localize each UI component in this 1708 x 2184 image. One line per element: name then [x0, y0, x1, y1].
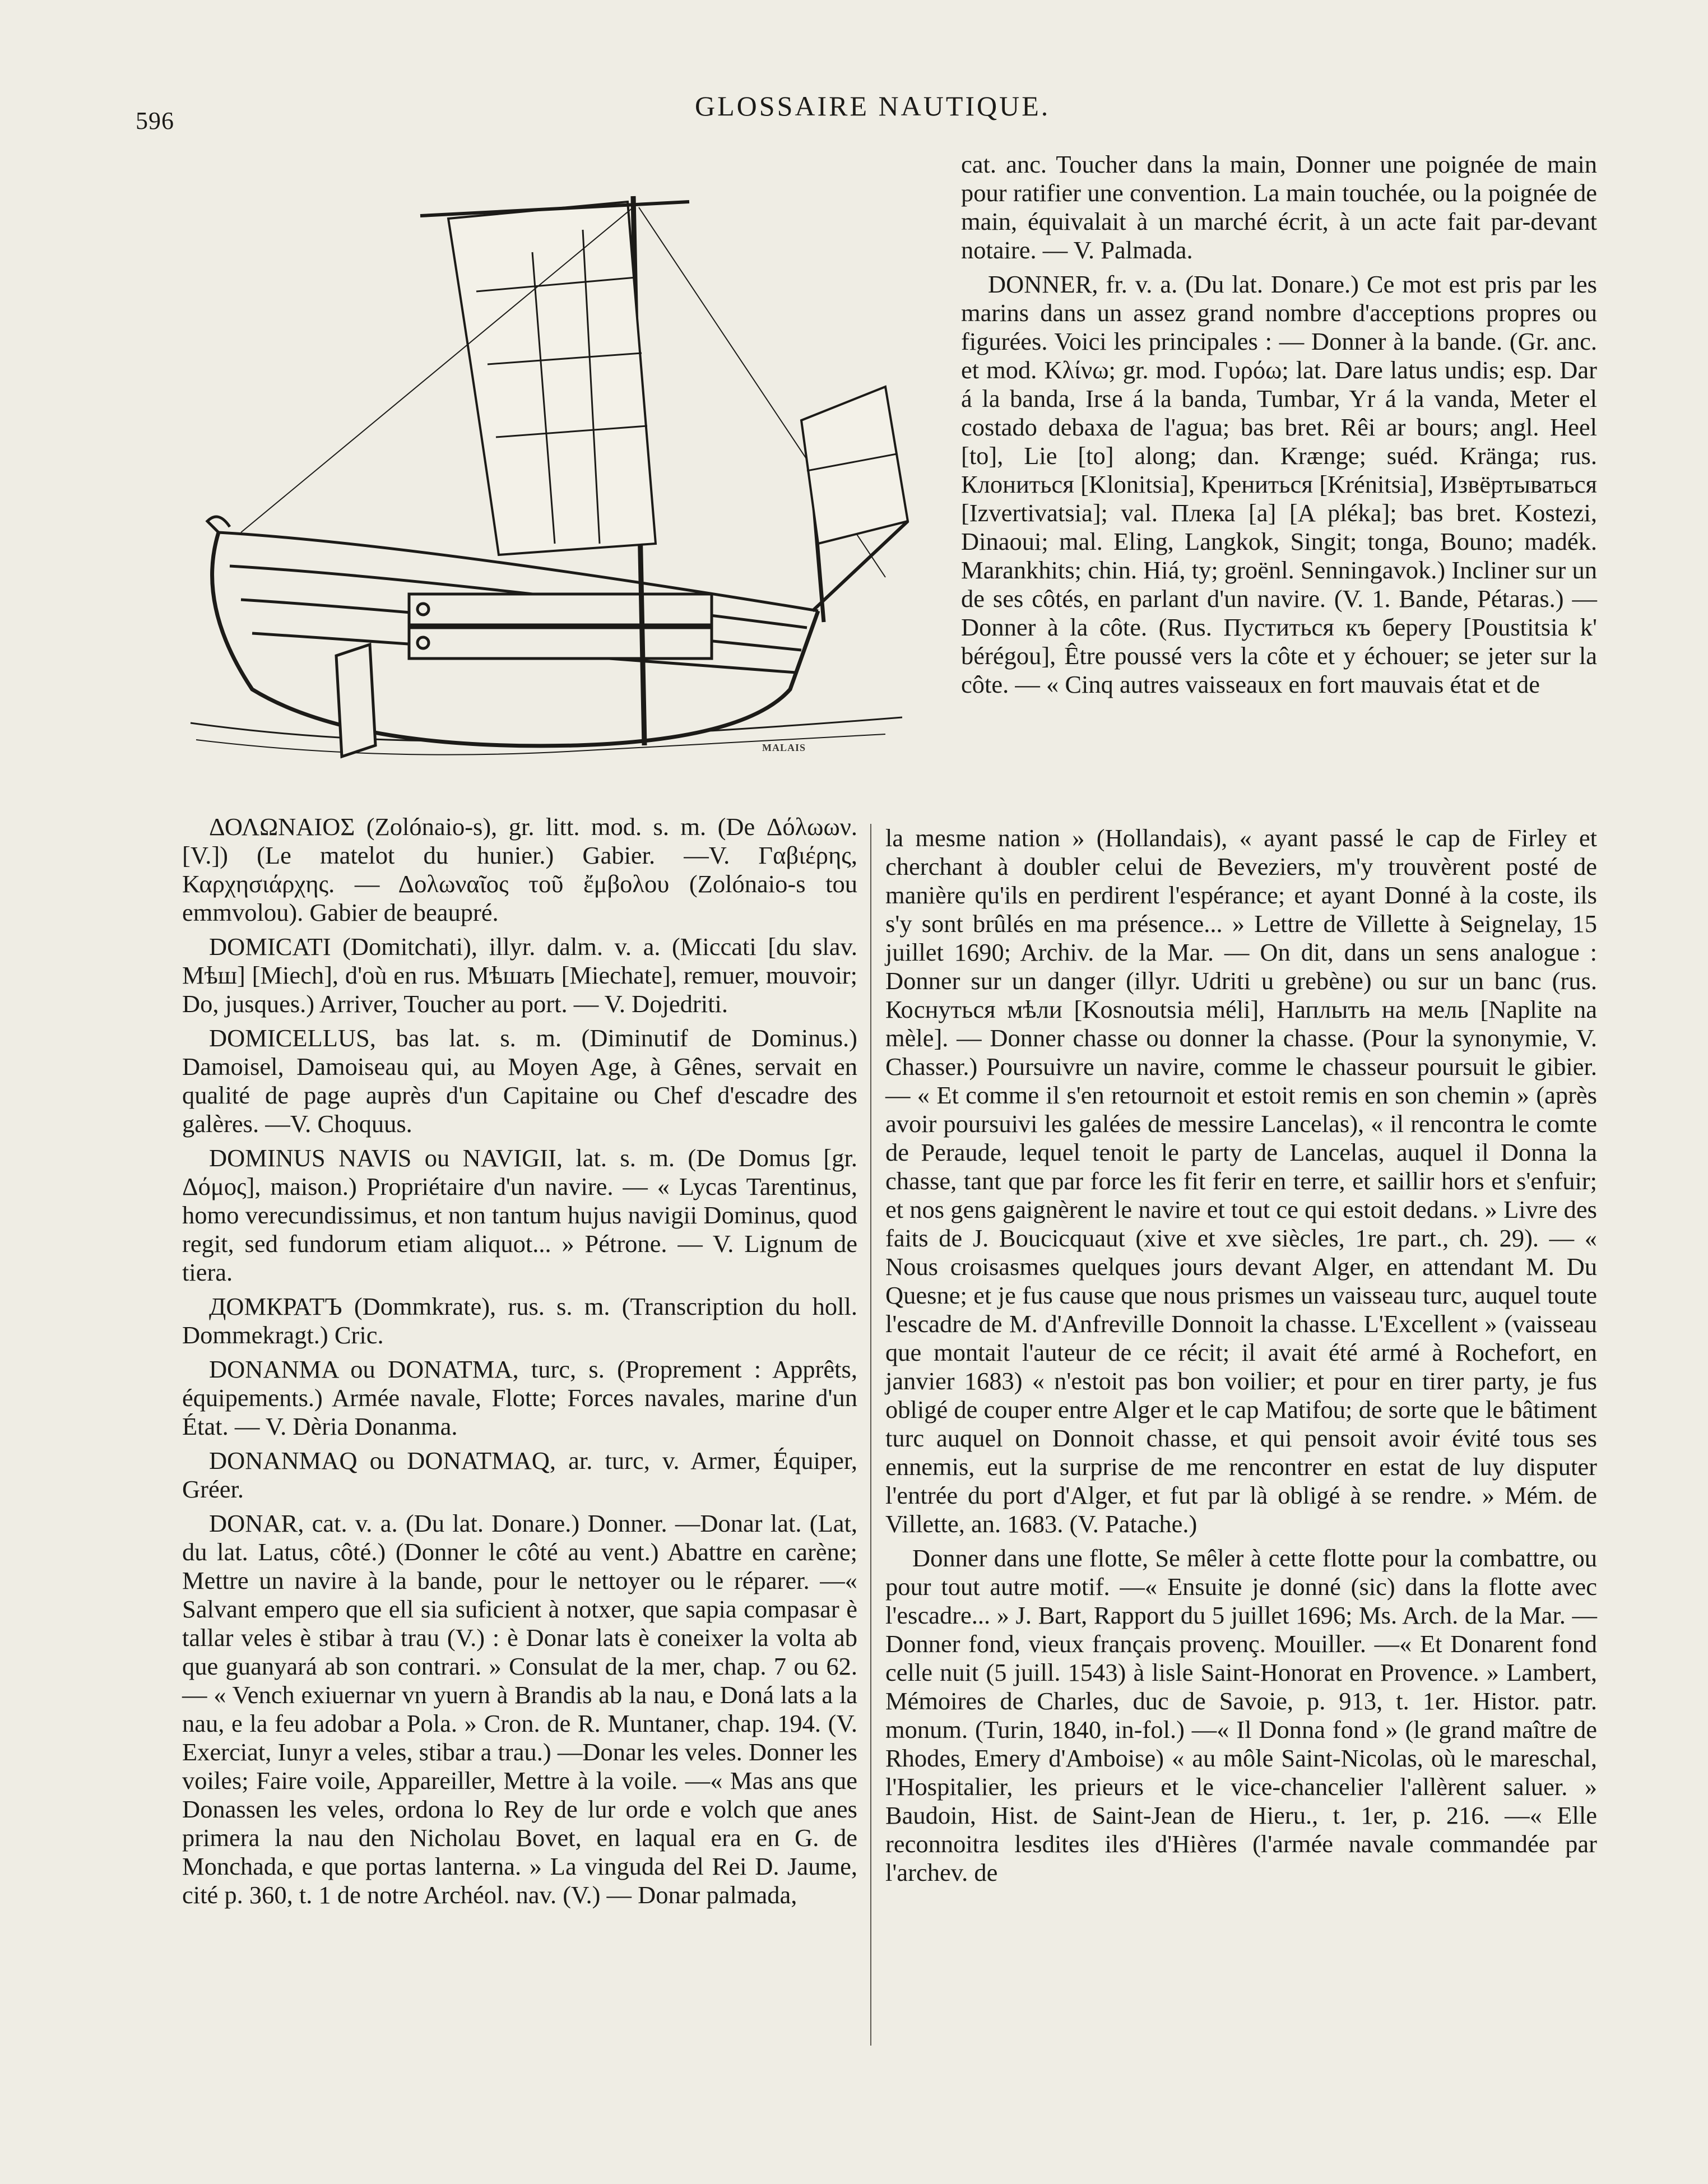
text-block: la mesme nation » (Hollandais), « ayant passé le cap de Firley et cherchant à doubler celui de Beveziers, m'y trouvèrent posté de manière qu'ils en perdirent l'espérance; et ayant Donné à la coste, ils s'y sont brûlés en ma présence... » Lettre de Villette à Seignelay, 15 juillet 1690; Archiv. de la Mar. — On dit, dans un sens analogue : Donner sur un danger (illyr. Udriti u grebène) ou sur un banc (rus. Коснуться мѣли [Kosnoutsia méli], Наплыть на мель [Naplite na mèle]. — Donner chasse ou donner la chasse. (Pour la synonymie, V. Chasser.) Poursuivre un navire, comme le chasseur poursuit le gibier. — « Et comme il s'en retournoit et estoit remis en son chemin » (après avoir poursuivi les galées de messire Lancelas), « il rencontra le comte de Peraude, lequel tenoit le party de Lancelas, auquel il Donna la chasse, tant que par force les fit ferir en terre, et saillir hors et s'enfuir; et nos gens gaignèrent le navire et tout ce qui estoit dedans. » Livre des faits de J. Boucicquaut (xive et xve siècles, 1re part., ch. 29). — « Nous croisasmes quelques jours devant Alger, en attendant M. Du Quesne; et je fus cause que nous prismes un vaisseau turc, auquel toute l'escadre de M. d'Anfreville Donnoit la chasse. L'Excellent » (vaisseau que montait l'auteur de ce récit; il avait été armé à Rochefort, en janvier 1683) « n'estoit pas bon voilier; et pour en tirer party, je fus obligé de couper entre Alger et le cap Matifou; de sorte que le bâtiment turc auquel on Donnoit chasse, et qui pensoit avoir évité tous ses ennemis, eut la surprise de me rencontrer en estat de luy disputer l'entrée du port d'Alger, et fut par là obligé à se rendre. » Mém. de Villette, an. 1683. (V. Patache.): [885, 824, 1597, 1538]
running-title: GLOSSAIRE NAUTIQUE.: [695, 90, 1051, 122]
glossary-entry: DONNER, fr. v. a. (Du lat. Donare.) Ce mot est pris par les marins dans un assez grand nombre d'acceptions propres ou figurées. Voici les principales : — Donner à la bande. (Gr. anc. et mod. Κλίνω; gr. mod. Γυρόω; lat. Dare latus undis; esp. Dar á la banda, Irse á la banda, Tumbar, Yr á la vanda, Meter el costado debaxa de l'agua; bas bret. Rêi ar bours; angl. Heel [to], Lie [to] along; dan. Krænge; suéd. Kränga; rus. Клониться [Klonitsia], Крениться [Krénitsia], Извёртываться [Izvertivatsia]; val. Плека [a] [A pléka]; bas bret. Kostezi, Dinaoui; mal. Eling, Langkok, Singit; tonga, Bouno; madék. Marankhits; chin. Hiá, ty; groënl. Senningavok.) Incliner sur un de ses côtés, en parlant d'un navire. (V. 1. Bande, Pétaras.) — Donner à la côte. (Rus. Пуститься къ берегу [Poustitsia k' bérégou], Être poussé vers la côte et y échouer; se jeter sur la côte. — « Cinq autres vaisseaux en fort mauvais état et de: [961, 270, 1597, 698]
illustration-caption: MALAIS: [762, 742, 806, 753]
left-column: [182, 813, 857, 1915]
glossary-entry: DOMICELLUS, bas lat. s. m. (Diminutif de Dominus.) Damoisel, Damoiseau qui, au Moyen Age, à Gênes, servait en qualité de page auprès d'un Capitaine ou Chef d'escadre des galères. —V. Choquus.: [182, 1024, 857, 1138]
glossary-entry: ДОМКРАТЪ (Dommkrate), rus. s. m. (Transcription du holl. Dommekragt.) Cric.: [182, 1292, 857, 1349]
glossary-entry: DOMINUS NAVIS ou NAVIGII, lat. s. m. (De Domus [gr. Δόμος], maison.) Propriétaire d'un navire. — « Lycas Tarentinus, homo verecundissimus, et non tantum hujus navigii Dominus, quod regit, sed fundorum etiam aliquot... » Pétrone. — V. Lignum de tiera.: [182, 1144, 857, 1286]
glossary-entry: Donner dans une flotte, Se mêler à cette flotte pour la combattre, ou pour tout autre motif. —« Ensuite je donné (sic) dans la flotte avec l'escadre... » J. Bart, Rapport du 5 juillet 1696; Ms. Arch. de la Mar. —Donner fond, vieux français provenç. Mouiller. —« Et Donarent fond celle nuit (5 juill. 1543) à lisle Saint-Honorat en Provence. » Lambert, Mémoires de Charles, duc de Savoie, p. 913, t. 1er. Histor. patr. monum. (Turin, 1840, in-fol.) —« Il Donna fond » (le grand maître de Rhodes, Emery d'Amboise) « au môle Saint-Nicolas, où le mareschal, l'Hospitalier, les prieurs et le vice-chancelier l'allèrent saluer. » Baudoin, Hist. de Saint-Jean de Hieru., t. 1er, p. 216. —« Elle reconnoitra lesdites iles d'Hières (l'armée navale commandée par l'archev. de: [885, 1544, 1597, 1886]
glossary-entry: DOMICATI (Domitchati), illyr. dalm. v. a. (Miccati [du slav. Мѣш] [Miech], d'où en rus. Мѣшать [Miechate], remuer, mouvoir; Do, jusques.) Arriver, Toucher au port. — V. Dojedriti.: [182, 933, 857, 1018]
page-number: 596: [136, 107, 174, 135]
right-column-bottom: [885, 824, 1597, 1893]
glossary-entry: ΔΟΛΩΝΑΙΟΣ (Zolónaio-s), gr. litt. mod. s. m. (De Δόλωων. [V.]) (Le matelot du hunier.) Gabier. —V. Γαβιέρης, Καρχησιάρχης. — Δολωναῖος τοῦ ἔμβολου (Zolónaio-s tou emmvolou). Gabier de beaupré.: [182, 813, 857, 926]
column-divider: [870, 824, 871, 2046]
glossary-entry: DONAR, cat. v. a. (Du lat. Donare.) Donner. —Donar lat. (Lat, du lat. Latus, côté.) (Donner le côté au vent.) Abattre en carène; Mettre un navire à la bande, pour le nettoyer ou le réparer. —« Salvant empero que ell sia suficient à notxer, que sapia compasar è tallar veles è stibar à trau (V.) : è Donar lats è coneixer la volta ab que guanyará ab son contrari. » Consulat de la mer, chap. 7 ou 62. — « Vench exiuernar vn yuern à Brandis ab la nau, e Doná lats a la nau, e la feu adobar a Pola. » Cron. de R. Muntaner, chap. 194. (V. Exerciat, Iunyr a veles, stibar a trau.) —Donar les veles. Donner les voiles; Faire voile, Appareiller, Mettre à la voile. —« Mas ans que Donassen les veles, ordona lo Rey de lur orde e volch que anes primera la nau den Nicholau Bovet, en laqual era en G. de Monchada, e que portas lanterna. » La vinguda del Rei D. Jaume, cité p. 360, t. 1 de notre Archéol. nav. (V.) — Donar palmada,: [182, 1509, 857, 1909]
glossary-entry: DONANMA ou DONATMA, turc, s. (Proprement : Apprêts, équipements.) Armée navale, Flotte; Forces navales, marine d'un État. — V. Dèria Donanma.: [182, 1355, 857, 1440]
text-block: cat. anc. Toucher dans la main, Donner une poignée de main pour ratifier une convention. La main touchée, ou la poignée de main, équivalait à un marché écrit, à un acte fait par-devant notaire. — V. Palmada.: [961, 150, 1597, 264]
right-column-top: [961, 150, 1597, 704]
ship-illustration: [185, 185, 913, 796]
glossary-entry: DONANMAQ ou DONATMAQ, ar. turc, v. Armer, Équiper, Gréer.: [182, 1446, 857, 1503]
